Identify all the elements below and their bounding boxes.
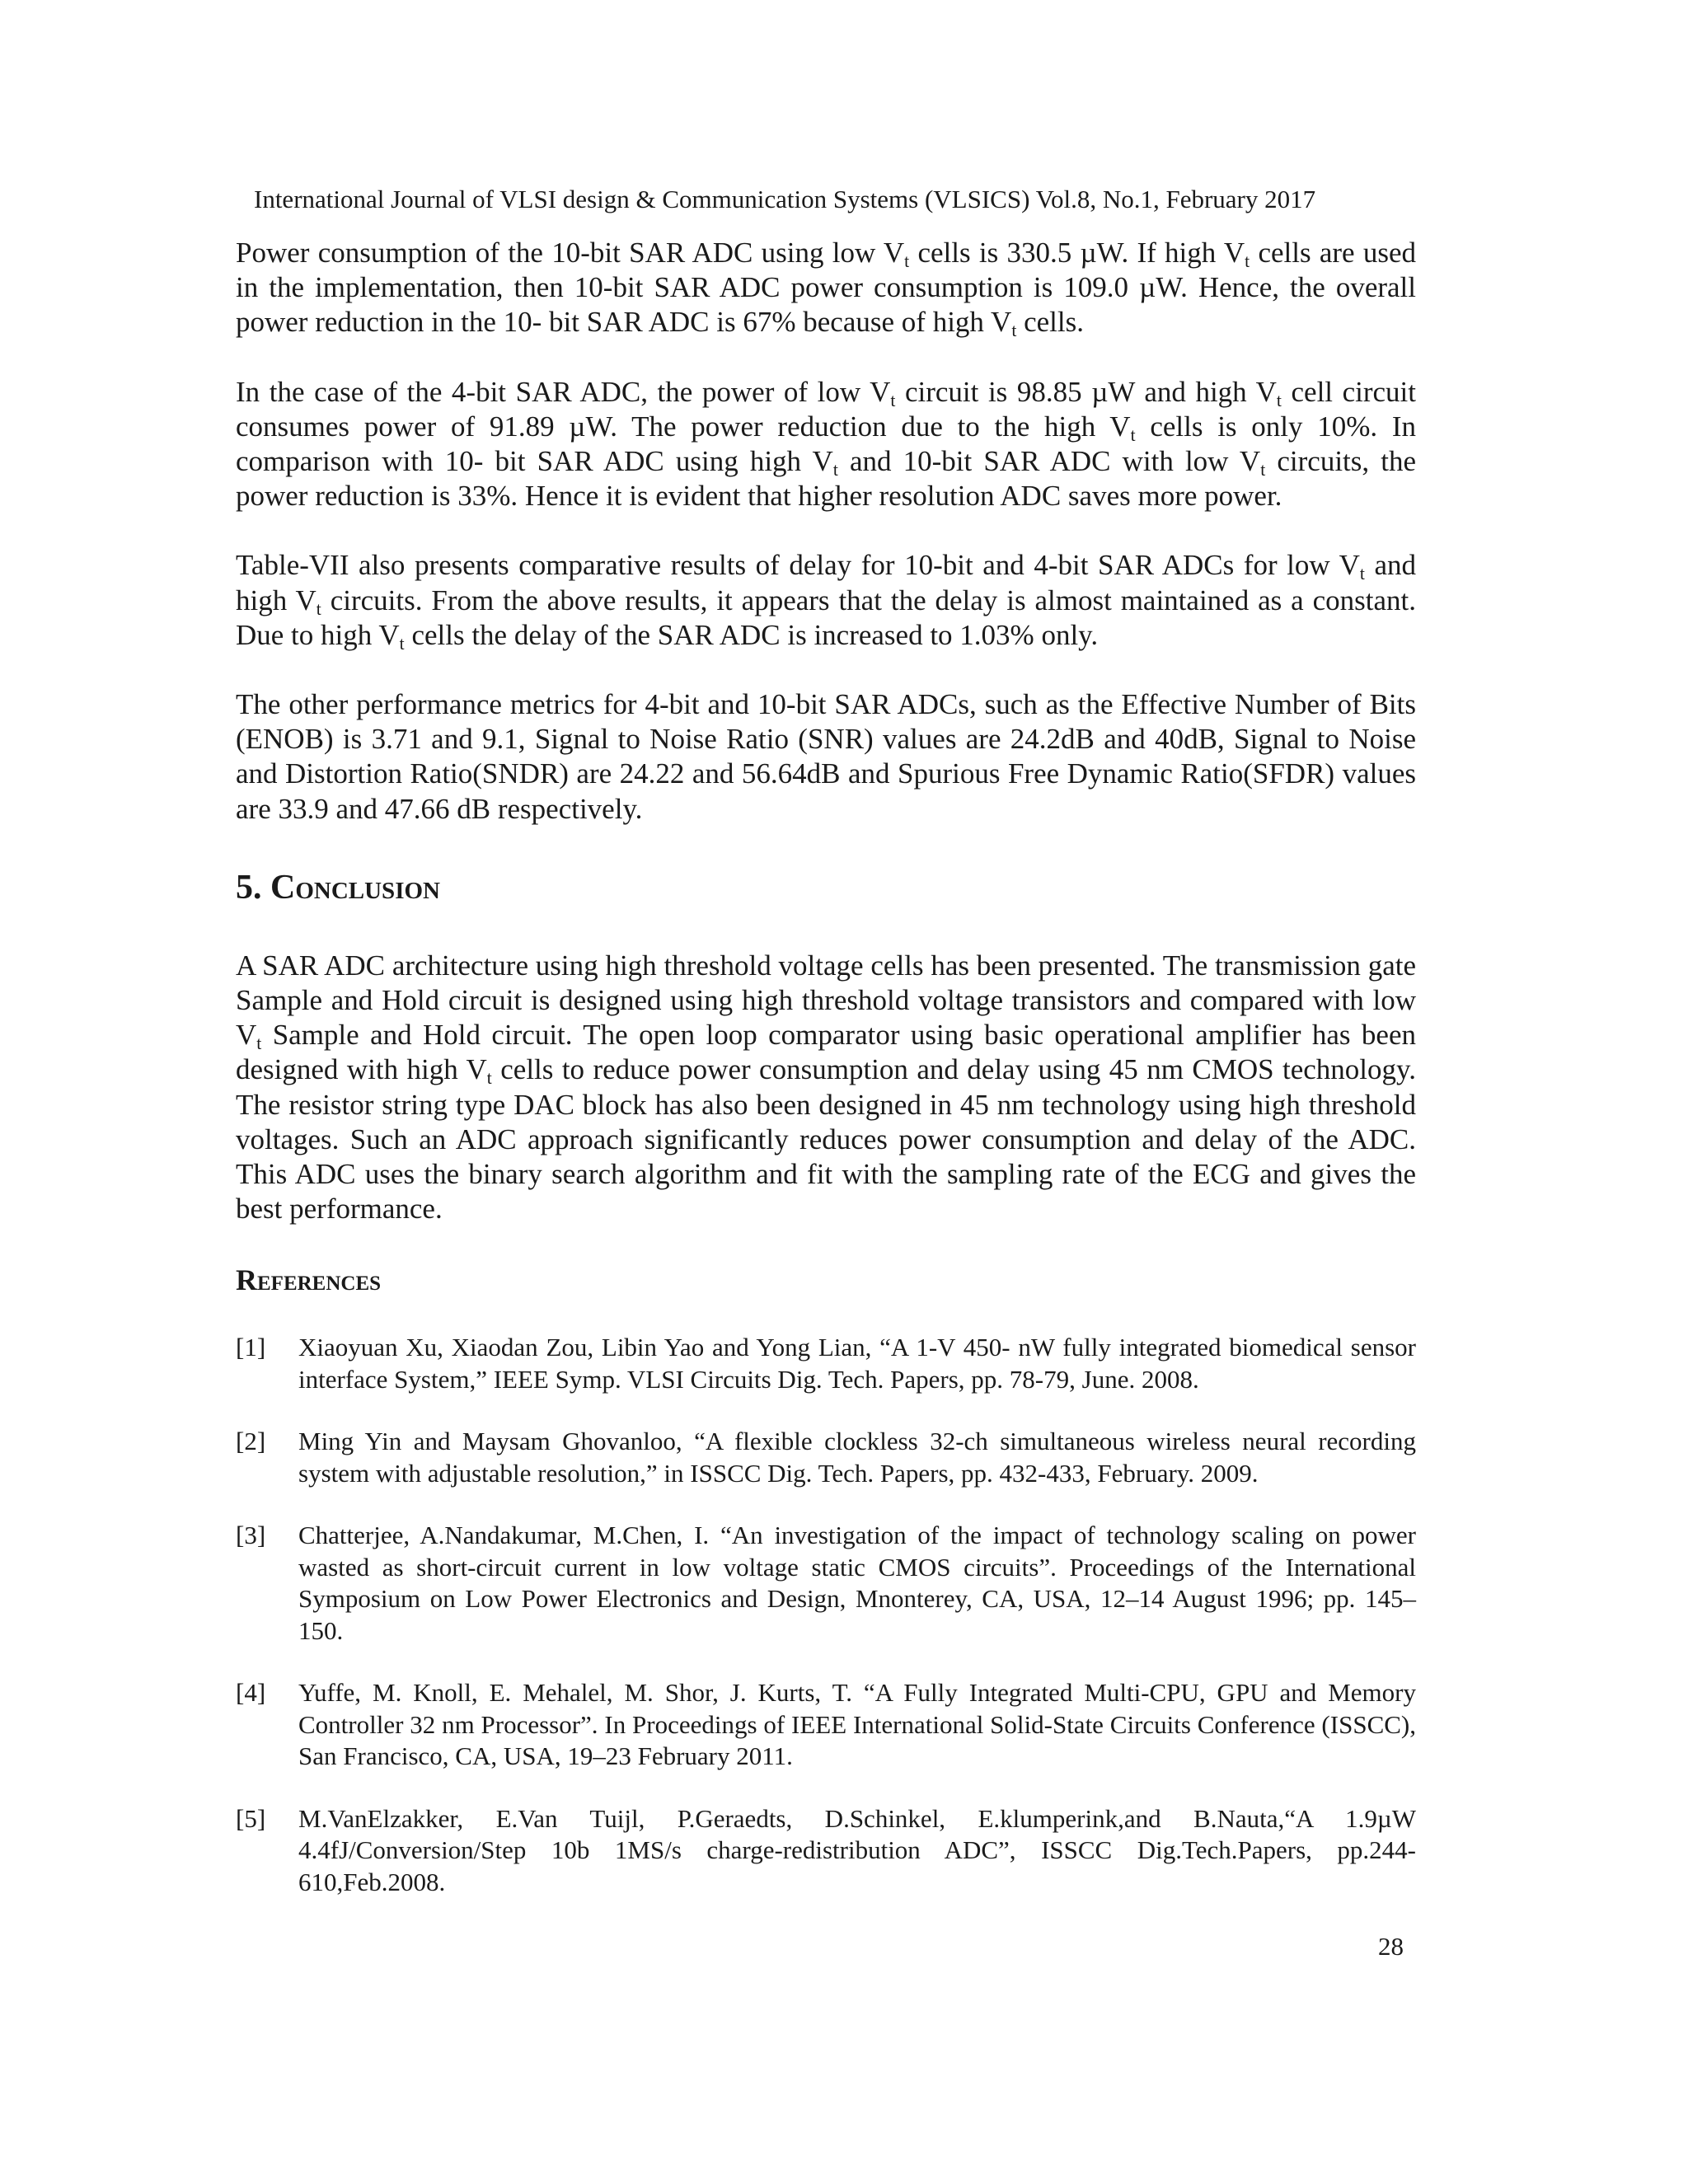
paragraph-metrics: The other performance metrics for 4-bit and 10-bit SAR ADCs, such as the Effective Number of Bits (ENOB) is 3.71 and 9.1, Signal to Noise Ratio (SNR) values are 24.2dB and 40dB, Signal to Noise and Distortion Ratio(SNDR) are 24.22 and 56.64dB and Spurious Free Dynamic Ratio(SFDR) values are 33.9 and 47.66 dB respectively.: [236, 688, 1416, 825]
text-run: cells.: [1016, 306, 1084, 339]
text-run: Table-VII also presents comparative results of delay for 10-bit and 4-bit SAR ADCs for low V: [236, 549, 1360, 582]
subscript-t: t: [904, 251, 910, 272]
paragraph-delay: [236, 548, 1416, 653]
subscript-t: t: [1130, 424, 1136, 445]
text-run: A SAR ADC architecture using high threshold voltage cells has been presented. The transmission gate Sample and Hold circuit is designed using high threshold voltage transistors and compared with low V: [236, 949, 1416, 1052]
text-run: cells is 330.5 µW. If high V: [909, 237, 1245, 269]
reference-text: M.VanElzakker, E.Van Tuijl, P.Geraedts, D.Schinkel, E.klumperink,and B.Nauta,“A 1.9µW 4.4fJ/Conversion/Step 10b 1MS/s charge-redistribution ADC”, ISSCC Dig.Tech.Papers, pp.244-610,Feb.2008.: [298, 1803, 1416, 1896]
text-run: cell circuit consumes power of 91.89 µW. The power reduction due to the high V: [236, 375, 1416, 443]
text-run: cells to reduce power consumption and delay using 45 nm CMOS technology. The resistor string type DAC block has also been designed in 45 nm technology using high threshold voltages. Such an ADC approach significantly reduces power consumption and delay of the ADC. This ADC uses the binary search algorithm and fit with the sampling rate of the ECG and gives the best performance.: [236, 1053, 1416, 1226]
subscript-t: t: [832, 460, 838, 480]
reference-number: [5]: [236, 1803, 266, 1833]
section-title: Conclusion: [270, 868, 440, 907]
reference-list: [236, 1332, 1416, 1898]
text-run: and 10-bit SAR ADC with low V: [837, 445, 1261, 478]
text-run: and high V: [236, 549, 1416, 616]
subscript-t: t: [316, 598, 321, 619]
subscript-t: t: [1260, 460, 1266, 480]
reference-number: [3]: [236, 1521, 266, 1550]
text-run: cells is only 10%. In comparison with 10- bit SAR ADC using high V: [236, 410, 1416, 478]
subscript-t: t: [1359, 564, 1365, 584]
references-heading: References: [236, 1263, 382, 1297]
subscript-t: t: [1276, 390, 1282, 410]
subscript-t: t: [399, 633, 405, 654]
reference-number: [1]: [236, 1333, 266, 1362]
text-run: Sample and Hold circuit. The open loop comparator using basic operational amplifier has been designed with high V: [236, 1019, 1416, 1086]
running-header: International Journal of VLSI design & Communication Systems (VLSICS) Vol.8, No.1, February 2017: [254, 185, 1316, 213]
subscript-t: t: [1011, 321, 1017, 341]
page-content: [236, 236, 1416, 1929]
text-run: cells are used in the implementation, then 10-bit SAR ADC power consumption is 109.0 µW. Hence, the overall power reduction in the 10- bit SAR ADC is 67% because of high V: [236, 237, 1416, 339]
text-run: Power consumption of the 10-bit SAR ADC using low V: [236, 237, 905, 269]
reference-item: [236, 1677, 1416, 1773]
text-run: cells the delay of the SAR ADC is increased to 1.03% only.: [404, 618, 1099, 651]
subscript-t: t: [256, 1033, 262, 1054]
reference-item: [236, 1426, 1416, 1489]
section-number: 5.: [236, 868, 270, 907]
paragraph-conclusion: [236, 949, 1416, 1227]
reference-text: Xiaoyuan Xu, Xiaodan Zou, Libin Yao and Yong Lian, “A 1-V 450- nW fully integrated biomedical sensor interface System,” IEEE Symp. VLSI Circuits Dig. Tech. Papers, pp. 78-79, June. 2008.: [298, 1333, 1416, 1394]
section-heading-conclusion: [236, 866, 1416, 909]
text-run: In the case of the 4-bit SAR ADC, the power of low V: [236, 375, 891, 408]
reference-item: [236, 1520, 1416, 1647]
subscript-t: t: [486, 1068, 492, 1089]
text-run: circuit is 98.85 µW and high V: [895, 375, 1277, 408]
reference-item: [236, 1803, 1416, 1899]
reference-text: Yuffe, M. Knoll, E. Mehalel, M. Shor, J. Kurts, T. “A Fully Integrated Multi-CPU, GPU and Memory Controller 32 nm Processor”. In Proceedings of IEEE International Solid-State Circuits Conference (ISSCC), San Francisco, CA, USA, 19–23 February 2011.: [298, 1678, 1416, 1771]
reference-number: [2]: [236, 1427, 266, 1456]
subscript-t: t: [1245, 251, 1250, 272]
subscript-t: t: [890, 390, 896, 410]
reference-text: Chatterjee, A.Nandakumar, M.Chen, I. “An investigation of the impact of technology scaling on power wasted as short-circuit current in low voltage static CMOS circuits”. Proceedings of the International Symposium on Low Power Electronics and Design, Mnonterey, CA, USA, 12–14 August 1996; pp. 145–150.: [298, 1521, 1416, 1645]
text-run: circuits. From the above results, it appears that the delay is almost maintained as a constant. Due to high V: [236, 583, 1416, 651]
reference-item: [236, 1332, 1416, 1395]
reference-text: Ming Yin and Maysam Ghovanloo, “A flexible clockless 32-ch simultaneous wireless neural recording system with adjustable resolution,” in ISSCC Dig. Tech. Papers, pp. 432-433, February. 2009.: [298, 1427, 1416, 1488]
paragraph-power-4bit: [236, 375, 1416, 514]
reference-number: [4]: [236, 1678, 266, 1708]
page-number: 28: [1378, 1932, 1404, 1961]
text-run: circuits, the power reduction is 33%. Hence it is evident that higher resolution ADC saves more power.: [236, 445, 1417, 513]
paragraph-power-10bit: [236, 236, 1416, 340]
